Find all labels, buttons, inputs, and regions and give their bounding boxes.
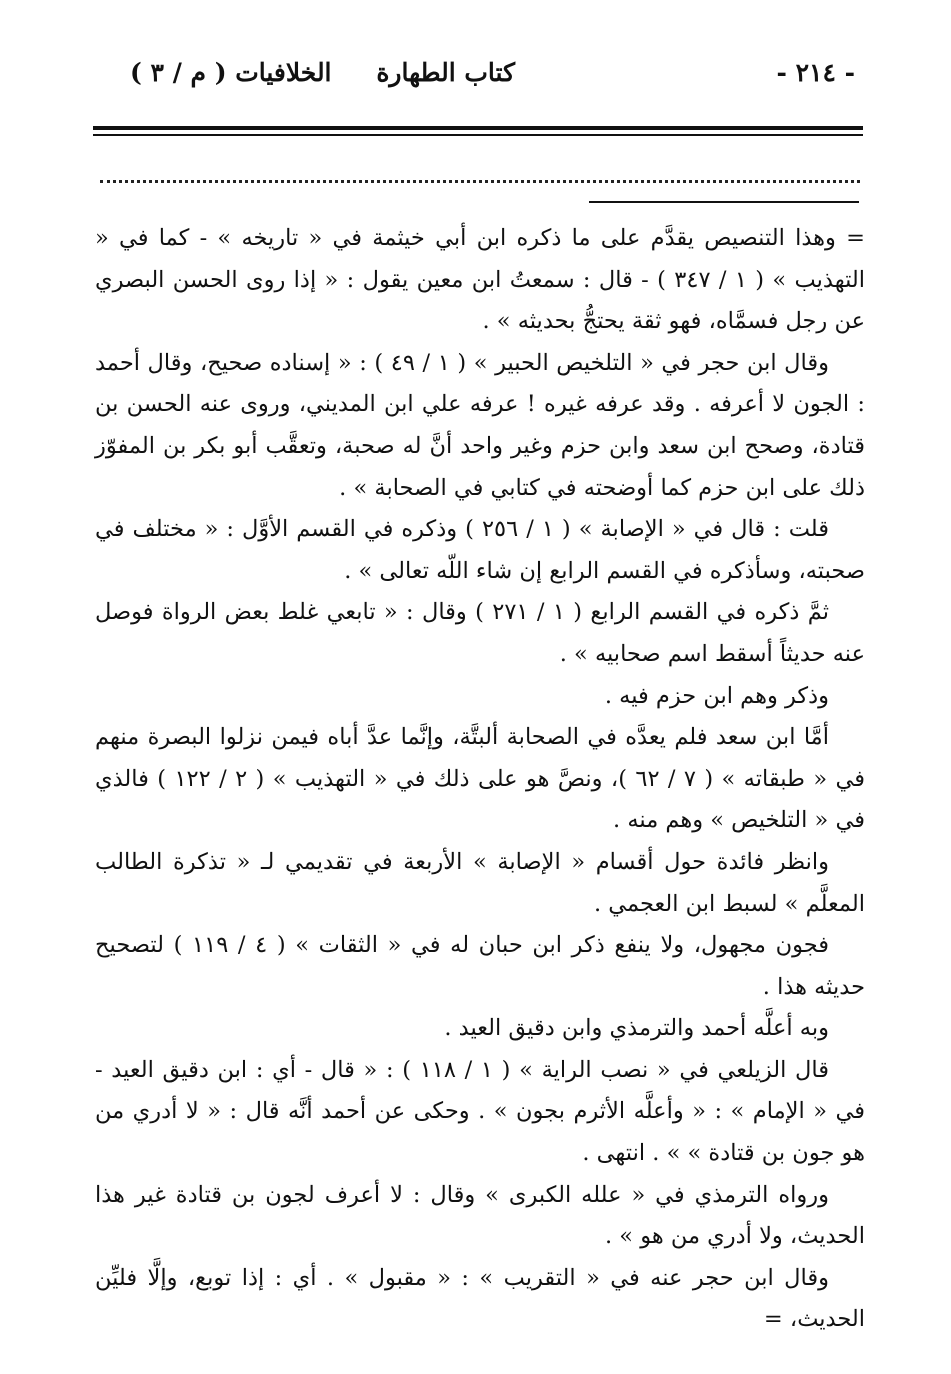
header-rule-thin bbox=[93, 134, 863, 136]
paragraph: وقال ابن حجر في « التلخيص الحبير » ( ١ / ٤٩ ) : « إسناده صحيح، وقال أحمد : الجون لا أعرفه . وقد عرفه غيره ! عرفه علي ابن المديني، وروى عنه الحسن بن قتادة، وصحح ابن سعد وابن حزم وغير واحد أنَّ له صحبة، وتعقَّب أبو بكر بن المفوّز ذلك على ابن حزم كما أوضحته في كتابي في الصحابة » . bbox=[95, 349, 865, 501]
book-title: كتاب الطهارة bbox=[376, 58, 515, 87]
header-rule-thick bbox=[93, 126, 863, 130]
footnote-rule bbox=[589, 201, 859, 203]
paragraph: وانظر فائدة حول أقسام « الإصابة » الأربعة في تقديمي لـ « تذكرة الطالب المعلَّم » لسبط ابن العجمي . bbox=[95, 848, 865, 917]
paragraph: فجون مجهول، ولا ينفع ذكر ابن حبان له في « الثقات » ( ٤ / ١١٩ ) لتصحيح حديثه هذا . bbox=[95, 932, 865, 1000]
running-header bbox=[95, 58, 865, 104]
paragraph: أمَّا ابن سعد فلم يعدَّه في الصحابة ألبتَّة، وإنَّما عدَّ أباه فيمن نزلوا البصرة منهم في « طبقاته » ( ٧ / ٦٢ )، ونصَّ هو على ذلك في « التهذيب » ( ٢ / ١٢٢ ) فالذي في « التلخيص » وهم منه . bbox=[95, 724, 865, 834]
paragraph: وذكر وهم ابن حزم فيه . bbox=[604, 682, 829, 709]
paragraph: قال الزيلعي في « نصب الراية » ( ١ / ١١٨ ) : « قال - أي : ابن دقيق العيد - في « الإمام » : « وأعلَّه الأثرم بجون » . وحكى عن أحمد أنَّه قال : « لا أدري من هو جون بن قتادة » » . انتهى . bbox=[95, 1056, 865, 1167]
footnote-text bbox=[95, 218, 865, 1341]
paragraph: وقال ابن حجر عنه في « التقريب » : « مقبول » . أي : إذا توبع، وإلَّا فليِّن الحديث، = bbox=[95, 1264, 865, 1333]
paragraph: وبه أعلَّه أحمد والترمذي وابن دقيق العيد . bbox=[444, 1015, 829, 1042]
part-title: الخلافيات ( م / ٣ ) bbox=[130, 58, 332, 87]
page-number: - ٢١٤ - bbox=[776, 58, 855, 87]
paragraph: ورواه الترمذي في « علله الكبرى » وقال : لا أعرف لجون بن قتادة غير هذا الحديث، ولا أدري من هو » . bbox=[95, 1181, 865, 1250]
paragraph: = وهذا التنصيص يقدَّم على ما ذكره ابن أبي خيثمة في « تاريخه » - كما في « التهذيب » ( ١ / ٣٤٧ ) - قال : سمعتُ ابن معين يقول : « إذا روى الحسن البصري عن رجل فسمَّاه، فهو ثقة يحتجُّ بحديثه » . bbox=[95, 225, 865, 335]
paragraph: قلت : قال في « الإصابة » ( ١ / ٢٥٦ ) وذكره في القسم الأوَّل : « مختلف في صحبته، وسأذكره في القسم الرابع إن شاء اللّه تعالى » . bbox=[95, 516, 865, 584]
paragraph: ثمَّ ذكره في القسم الرابع ( ١ / ٢٧١ ) وقال : « تابعي غلط بعض الرواة فوصل عنه حديثاً أسقط اسم صحابيه » . bbox=[95, 599, 865, 667]
dotted-separator bbox=[100, 160, 860, 183]
